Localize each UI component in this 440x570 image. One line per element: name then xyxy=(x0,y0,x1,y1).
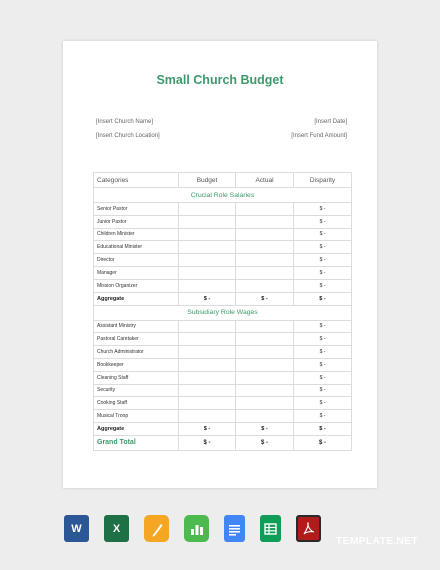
grand-total-actual: $ - xyxy=(236,435,294,450)
grand-total-label: Grand Total xyxy=(94,435,179,450)
header-categories: Categories xyxy=(94,173,179,188)
row-actual xyxy=(236,371,294,384)
fund-amount-placeholder: [Insert Fund Amount] xyxy=(291,133,347,139)
pdf-acrobat-icon xyxy=(301,521,317,537)
row-actual xyxy=(236,320,294,333)
table-row xyxy=(94,215,352,228)
row-budget xyxy=(179,397,236,410)
budget-table xyxy=(93,172,352,451)
row-disparity: $ - xyxy=(294,320,352,333)
row-disparity: $ - xyxy=(294,384,352,397)
table-row xyxy=(94,410,352,423)
row-actual xyxy=(236,254,294,267)
row-disparity: $ - xyxy=(294,241,352,254)
table-row xyxy=(94,397,352,410)
row-budget xyxy=(179,384,236,397)
word-icon[interactable] xyxy=(64,515,89,542)
row-budget xyxy=(179,215,236,228)
word-icon-glyph: W xyxy=(71,522,82,535)
row-actual xyxy=(236,241,294,254)
row-category: Cooking Staff xyxy=(94,397,179,410)
row-budget xyxy=(179,266,236,279)
template-net-logo: TEMPLATE.NET xyxy=(335,535,418,547)
section-title-subsidiary: Subsidiary Role Wages xyxy=(94,305,352,320)
row-budget xyxy=(179,228,236,241)
row-budget xyxy=(179,333,236,346)
row-category: Church Administrator xyxy=(94,346,179,359)
table-row xyxy=(94,371,352,384)
table-row xyxy=(94,320,352,333)
aggregate-label: Aggregate xyxy=(94,422,179,435)
row-actual xyxy=(236,358,294,371)
row-category: Cleaning Staff xyxy=(94,371,179,384)
row-actual xyxy=(236,215,294,228)
row-actual xyxy=(236,228,294,241)
format-icons-bar xyxy=(64,515,321,542)
row-disparity: $ - xyxy=(294,410,352,423)
church-name-placeholder: [Insert Church Name] xyxy=(96,119,154,125)
row-budget xyxy=(179,279,236,292)
pages-pen-icon xyxy=(150,521,164,537)
pdf-icon[interactable] xyxy=(296,515,321,542)
table-row xyxy=(94,203,352,216)
row-disparity: $ - xyxy=(294,228,352,241)
header-disparity: Disparity xyxy=(294,173,352,188)
table-row xyxy=(94,346,352,359)
table-row xyxy=(94,333,352,346)
aggregate-actual: $ - xyxy=(236,422,294,435)
google-sheets-icon[interactable] xyxy=(260,515,281,542)
table-row xyxy=(94,241,352,254)
row-actual xyxy=(236,410,294,423)
table-row xyxy=(94,384,352,397)
numbers-icon[interactable] xyxy=(184,515,209,542)
aggregate-row xyxy=(94,422,352,435)
row-category: Children Minister xyxy=(94,228,179,241)
aggregate-disparity: $ - xyxy=(294,292,352,305)
row-disparity: $ - xyxy=(294,371,352,384)
row-budget xyxy=(179,203,236,216)
row-budget xyxy=(179,320,236,333)
header-actual: Actual xyxy=(236,173,294,188)
table-row xyxy=(94,358,352,371)
document-title: Small Church Budget xyxy=(156,73,284,87)
row-disparity: $ - xyxy=(294,203,352,216)
row-actual xyxy=(236,346,294,359)
aggregate-actual: $ - xyxy=(236,292,294,305)
row-budget xyxy=(179,371,236,384)
row-category: Senior Pastor xyxy=(94,203,179,216)
table-header-row xyxy=(94,173,352,188)
google-sheets-grid-icon xyxy=(264,522,277,535)
table-row xyxy=(94,266,352,279)
document-page xyxy=(63,41,377,488)
numbers-bars-icon xyxy=(189,521,205,537)
section-title-row xyxy=(94,305,352,320)
row-category: Junior Pastor xyxy=(94,215,179,228)
row-category: Security xyxy=(94,384,179,397)
grand-total-disparity: $ - xyxy=(294,435,352,450)
row-category: Assistant Ministry xyxy=(94,320,179,333)
row-category: Pastoral Caretaker xyxy=(94,333,179,346)
aggregate-label: Aggregate xyxy=(94,292,179,305)
row-actual xyxy=(236,266,294,279)
aggregate-row xyxy=(94,292,352,305)
table-row xyxy=(94,254,352,267)
row-disparity: $ - xyxy=(294,215,352,228)
google-docs-lines-icon xyxy=(228,522,241,536)
header-budget: Budget xyxy=(179,173,236,188)
row-disparity: $ - xyxy=(294,358,352,371)
row-budget xyxy=(179,241,236,254)
row-actual xyxy=(236,279,294,292)
grand-total-row xyxy=(94,435,352,450)
church-location-placeholder: [Insert Church Location] xyxy=(96,133,160,139)
row-category: Bookkeeper xyxy=(94,358,179,371)
row-budget xyxy=(179,358,236,371)
row-category: Mission Organizer xyxy=(94,279,179,292)
row-actual xyxy=(236,333,294,346)
row-budget xyxy=(179,346,236,359)
aggregate-budget: $ - xyxy=(179,292,236,305)
table-row xyxy=(94,279,352,292)
aggregate-budget: $ - xyxy=(179,422,236,435)
row-actual xyxy=(236,384,294,397)
row-disparity: $ - xyxy=(294,346,352,359)
row-disparity: $ - xyxy=(294,254,352,267)
excel-icon[interactable] xyxy=(104,515,129,542)
row-category: Educational Minister xyxy=(94,241,179,254)
table-row xyxy=(94,228,352,241)
row-disparity: $ - xyxy=(294,266,352,279)
row-budget xyxy=(179,410,236,423)
row-category: Musical Troop xyxy=(94,410,179,423)
section-title-row xyxy=(94,188,352,203)
row-actual xyxy=(236,397,294,410)
excel-icon-glyph: X xyxy=(112,522,121,535)
row-disparity: $ - xyxy=(294,333,352,346)
row-category: Director xyxy=(94,254,179,267)
grand-total-budget: $ - xyxy=(179,435,236,450)
google-docs-icon[interactable] xyxy=(224,515,245,542)
section-title-crucial: Crucial Role Salaries xyxy=(94,188,352,203)
pages-icon[interactable] xyxy=(144,515,169,542)
row-disparity: $ - xyxy=(294,279,352,292)
row-budget xyxy=(179,254,236,267)
row-category: Manager xyxy=(94,266,179,279)
row-disparity: $ - xyxy=(294,397,352,410)
aggregate-disparity: $ - xyxy=(294,422,352,435)
row-actual xyxy=(236,203,294,216)
date-placeholder: [Insert Date] xyxy=(314,119,347,125)
